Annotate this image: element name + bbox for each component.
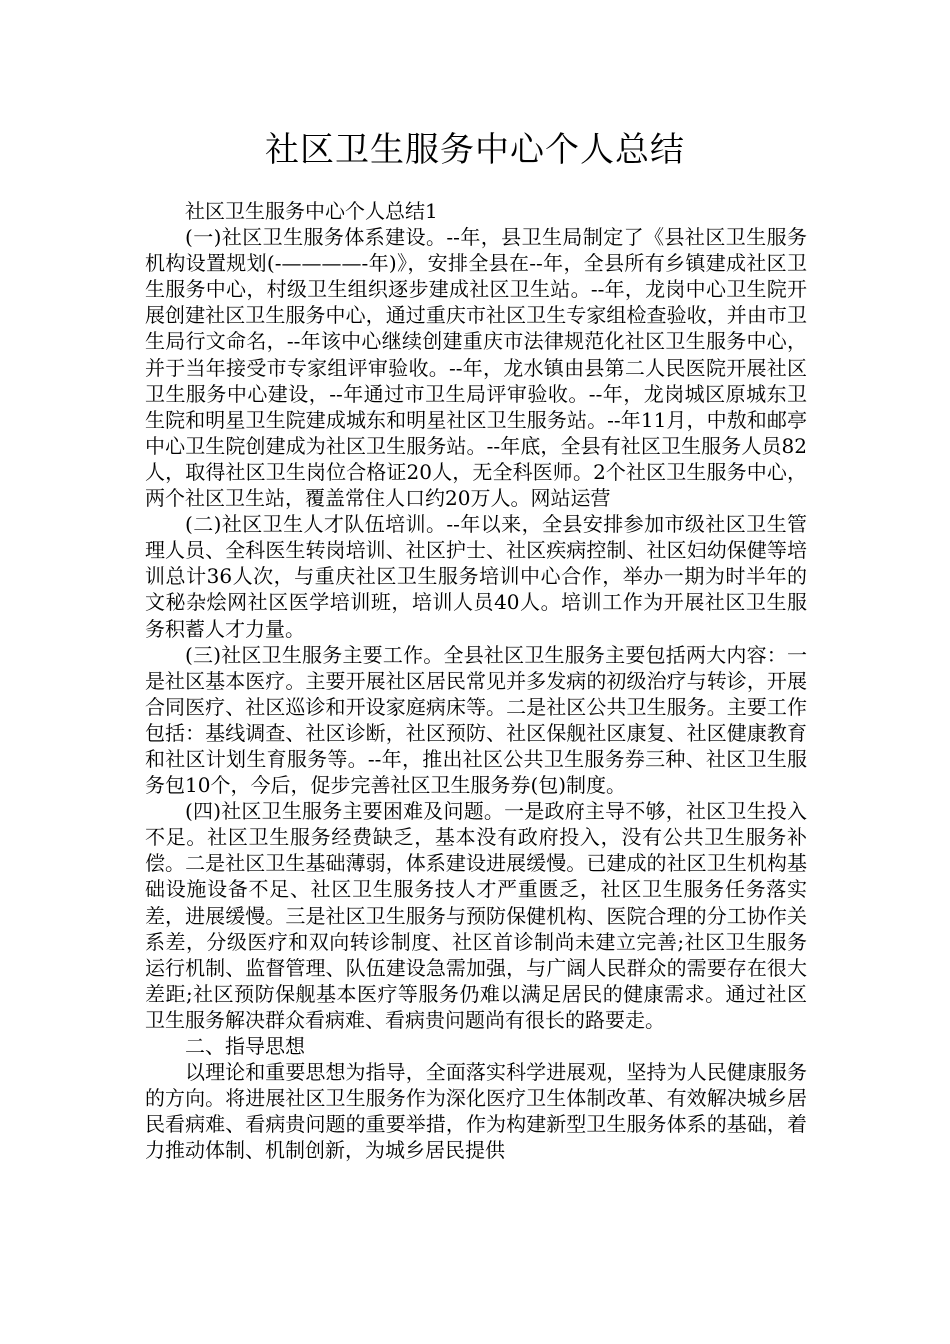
paragraph-system-construction: (一)社区卫生服务体系建设。--年，县卫生局制定了《县社区卫生服务机构设置规划(-————-年)》，安排全县在--年，全县所有乡镇建成社区卫生服务中心，村级卫生组织逐步建成社区卫生站。--年，龙岗中心卫生院开展创建社区卫生服务中心，通过重庆市社区卫生专家组检查验收，并由市卫生局行文命名，--年该中心继续创建重庆市法律规范化社区卫生服务中心，并于当年接受市专家组评审验收。--年，龙水镇由县第二人民医院开展社区卫生服务中心建设，--年通过市卫生局评审验收。--年，龙岗城区原城东卫生院和明星卫生院建成城东和明星社区卫生服务站。--年11月，中敖和邮亭中心卫生院创建成为社区卫生服务站。--年底，全县有社区卫生服务人员82人，取得社区卫生岗位合格证20人，无全科医师。2个社区卫生服务中心，两个社区卫生站，覆盖常住人口约20万人。网站运营 xyxy=(145,225,807,511)
document-body xyxy=(145,198,807,1163)
document-title: 社区卫生服务中心个人总结 xyxy=(265,130,685,170)
subtitle-paragraph: 社区卫生服务中心个人总结1 xyxy=(185,199,438,223)
section-heading-guiding-thought: 二、指导思想 xyxy=(185,1034,305,1058)
paragraph-main-work: (三)社区卫生服务主要工作。全县社区卫生服务主要包括两大内容：一是社区基本医疗。主要开展社区居民常见并多发病的初级治疗与转诊，开展合同医疗、社区巡诊和开设家庭病床等。二是社区公共卫生服务。主要工作包括：基线调查、社区诊断，社区预防、社区保舰社区康复、社区健康教育和社区计划生育服务等。--年，推出社区公共卫生服务券三种、社区卫生服务包10个，今后，促步完善社区卫生服务券(包)制度。 xyxy=(145,642,807,798)
paragraph-guiding-thought: 以理论和重要思想为指导，全面落实科学进展观，坚持为人民健康服务的方向。将进展社区卫生服务作为深化医疗卫生体制改革、有效解决城乡居民看病难、看病贵问题的重要举措，作为构建新型卫生服务体系的基础，着力推动体制、机制创新，为城乡居民提供 xyxy=(145,1060,807,1163)
paragraph-difficulties: (四)社区卫生服务主要困难及问题。一是政府主导不够，社区卫生投入不足。社区卫生服务经费缺乏，基本没有政府投入，没有公共卫生服务补偿。二是社区卫生基础薄弱，体系建设进展缓慢。已建成的社区卫生机构基础设施设备不足、社区卫生服务技人才严重匮乏，社区卫生服务任务落实差，进展缓慢。三是社区卫生服务与预防保健机构、医院合理的分工协作关系差，分级医疗和双向转诊制度、社区首诊制尚未建立完善;社区卫生服务运行机制、监督管理、队伍建设急需加强，与广阔人民群众的需要存在很大差距;社区预防保舰基本医疗等服务仍难以满足居民的健康需求。通过社区卫生服务解决群众看病难、看病贵问题尚有很长的路要走。 xyxy=(145,799,807,1032)
paragraph-talent-training: (二)社区卫生人才队伍培训。--年以来，全县安排参加市级社区卫生管理人员、全科医生转岗培训、社区护士、社区疾病控制、社区妇幼保健等培训总计36人次，与重庆社区卫生服务培训中心合作，举办一期为时半年的文秘杂烩网社区医学培训班，培训人员40人。培训工作为开展社区卫生服务积蓄人才力量。 xyxy=(145,512,807,641)
